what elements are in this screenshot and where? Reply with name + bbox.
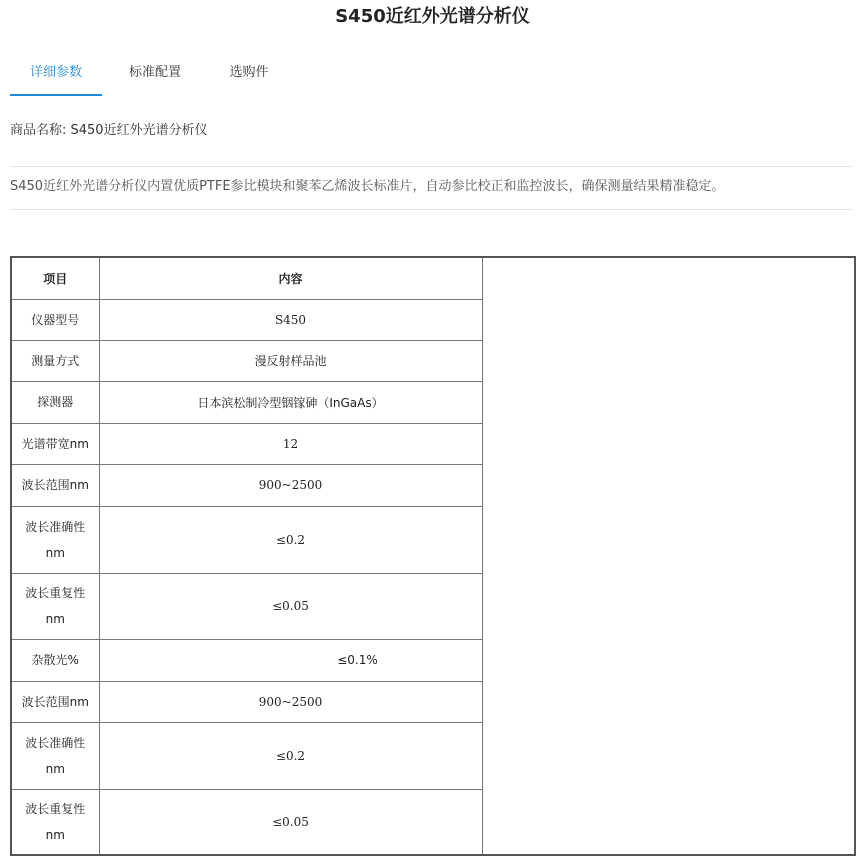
item-cell: 光谱带宽nm	[11, 423, 99, 464]
value-cell: ≤0.2	[99, 722, 482, 789]
divider	[10, 209, 853, 210]
item-cell: 探测器	[11, 381, 99, 423]
item-cell: 波长范围nm	[11, 681, 99, 722]
header-content: 内容	[99, 257, 482, 299]
value-cell: 900~2500	[99, 464, 482, 506]
item-cell: 波长准确性nm	[11, 722, 99, 789]
divider	[10, 166, 853, 167]
page-title: S450近红外光谱分析仪	[335, 6, 530, 27]
item-cell: 测量方式	[11, 340, 99, 381]
blank-column	[482, 257, 855, 855]
tab-bar	[10, 52, 853, 96]
value-cell: 900~2500	[99, 681, 482, 722]
tab-detailed-params[interactable]: 详细参数	[10, 52, 102, 96]
item-cell: 波长重复性nm	[11, 573, 99, 639]
item-cell: 波长准确性nm	[11, 506, 99, 573]
table-header-row	[11, 257, 855, 299]
value-cell: 日本滨松制冷型铟镓砷（InGaAs）	[99, 381, 482, 423]
header-item: 项目	[11, 257, 99, 299]
value-cell: 12	[99, 423, 482, 464]
value-cell: ≤0.2	[99, 506, 482, 573]
product-description: S450近红外光谱分析仪内置优质PTFE参比模块和聚苯乙烯波长标准片，自动参比校正和监控波长，确保测量结果精准稳定。	[10, 179, 725, 194]
item-cell: 波长重复性nm	[11, 789, 99, 855]
item-cell: 波长范围nm	[11, 464, 99, 506]
tab-optional-parts[interactable]: 选购件	[229, 65, 269, 80]
product-name: 商品名称: S450近红外光谱分析仪	[10, 123, 208, 138]
value-cell: ≤0.05	[99, 789, 482, 855]
item-cell: 杂散光%	[11, 639, 99, 681]
value-cell: ≤0.1%	[99, 639, 482, 681]
value-cell: S450	[99, 299, 482, 340]
value-cell: 漫反射样品池	[99, 340, 482, 381]
tab-standard-config[interactable]: 标准配置	[128, 65, 181, 80]
value-cell: ≤0.05	[99, 573, 482, 639]
spec-table	[10, 256, 856, 856]
item-cell: 仪器型号	[11, 299, 99, 340]
